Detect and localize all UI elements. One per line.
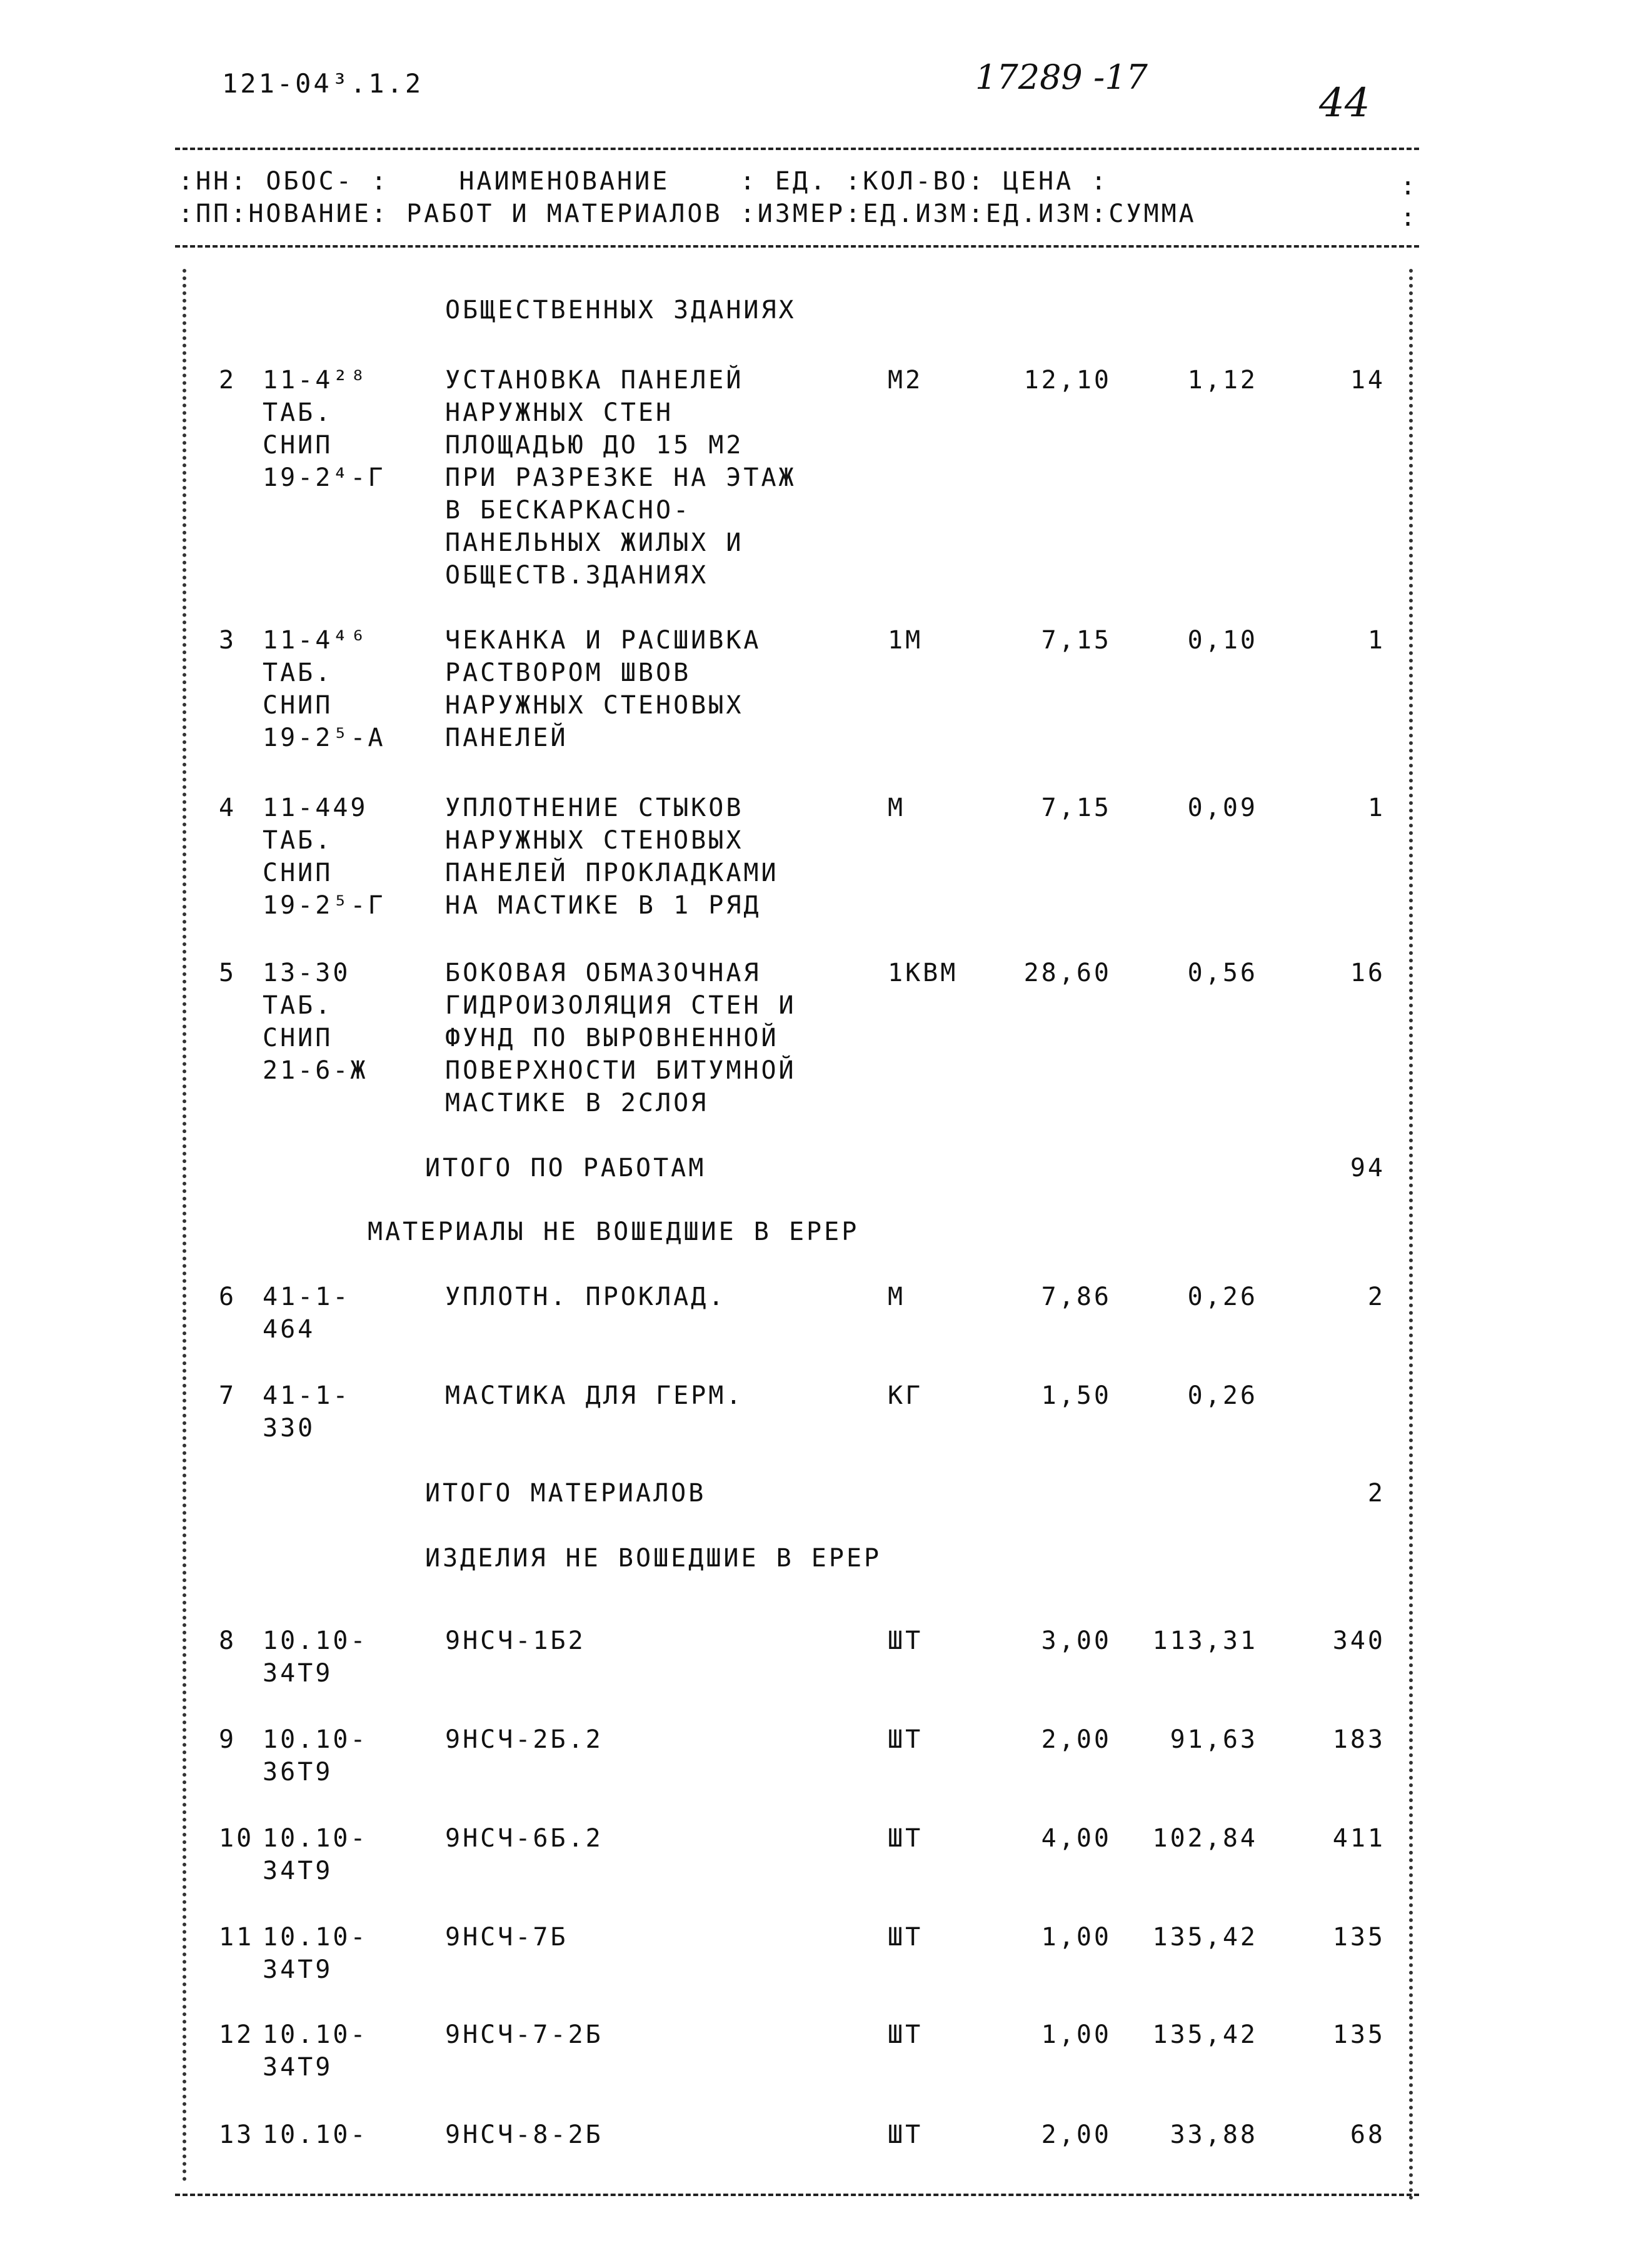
work-name-line: УПЛОТНЕНИЕ СТЫКОВ <box>445 794 744 822</box>
row-sum: 135 <box>1332 2020 1385 2049</box>
work-name-line: НАРУЖНЫХ СТЕН <box>445 398 674 427</box>
row-number: 11 <box>219 1923 254 1952</box>
unit: М <box>888 1283 906 1311</box>
unit-price: 135,42 <box>1152 2020 1258 2049</box>
basis-line: 11-4²⁸ <box>263 366 368 395</box>
quantity: 2,00 <box>1041 1725 1112 1754</box>
table-header-end-1: : <box>1400 172 1418 201</box>
work-name-line: 9НСЧ-7Б <box>445 1923 568 1952</box>
row-sum: 183 <box>1332 1725 1385 1754</box>
unit: ШТ <box>888 2120 923 2149</box>
header-top-rule <box>175 148 1419 150</box>
basis-line: 11-449 <box>263 794 368 822</box>
row-sum: 1 <box>1367 794 1385 822</box>
total-label: ИТОГО МАТЕРИАЛОВ <box>425 1479 706 1508</box>
work-name-line: 9НСЧ-6Б.2 <box>445 1824 603 1853</box>
unit-price: 0,10 <box>1187 626 1258 655</box>
section-title: ИЗДЕЛИЯ НЕ ВОШЕДШИЕ В ЕРЕР <box>425 1544 882 1573</box>
work-name-line: НАРУЖНЫХ СТЕНОВЫХ <box>445 826 744 855</box>
unit-price: 1,12 <box>1187 366 1258 395</box>
row-sum: 16 <box>1350 959 1385 987</box>
basis-line: 10.10- <box>263 2020 368 2049</box>
basis-line: 36Т9 <box>263 1758 333 1787</box>
work-name-line: ПАНЕЛЕЙ <box>445 723 568 752</box>
basis-line: 10.10- <box>263 1923 368 1952</box>
basis-line: 10.10- <box>263 1824 368 1853</box>
table-header-end-2: : <box>1400 203 1418 232</box>
unit-price: 0,26 <box>1187 1283 1258 1311</box>
work-name-line: ПОВЕРХНОСТИ БИТУМНОЙ <box>445 1056 796 1085</box>
basis-line: 19-2⁴-Г <box>263 463 386 492</box>
basis-line: 330 <box>263 1414 316 1443</box>
basis-line: 13-30 <box>263 959 351 987</box>
unit: 1М <box>888 626 923 655</box>
unit-price: 135,42 <box>1152 1923 1258 1952</box>
work-name-line: УПЛОТН. ПРОКЛАД. <box>445 1283 726 1311</box>
work-name-line: НАРУЖНЫХ СТЕНОВЫХ <box>445 691 744 720</box>
row-number: 9 <box>219 1725 237 1754</box>
quantity: 1,00 <box>1041 1923 1112 1952</box>
work-name-line: ПЛОЩАДЬЮ ДО 15 М2 <box>445 431 744 460</box>
unit-price: 91,63 <box>1170 1725 1258 1754</box>
basis-line: 41-1- <box>263 1283 351 1311</box>
total-label: ИТОГО ПО РАБОТАМ <box>425 1154 706 1182</box>
unit-price: 113,31 <box>1152 1626 1258 1655</box>
quantity: 7,86 <box>1041 1283 1112 1311</box>
work-name-line: ПРИ РАЗРЕЗКЕ НА ЭТАЖ <box>445 463 796 492</box>
work-name-line: ГИДРОИЗОЛЯЦИЯ СТЕН И <box>445 991 796 1020</box>
work-name-line: 9НСЧ-2Б.2 <box>445 1725 603 1754</box>
basis-line: ТАБ. <box>263 658 333 687</box>
table-left-border <box>183 269 186 2182</box>
unit: ШТ <box>888 1725 923 1754</box>
unit-price: 0,09 <box>1187 794 1258 822</box>
basis-line: 34Т9 <box>263 2053 333 2082</box>
row-sum: 1 <box>1367 626 1385 655</box>
quantity: 4,00 <box>1041 1824 1112 1853</box>
row-sum: 135 <box>1332 1923 1385 1952</box>
unit-price: 33,88 <box>1170 2120 1258 2149</box>
row-number: 2 <box>219 366 237 395</box>
unit: М2 <box>888 366 923 395</box>
row-number: 12 <box>219 2020 254 2049</box>
quantity: 28,60 <box>1023 959 1112 987</box>
row-sum: 411 <box>1332 1824 1385 1853</box>
unit-price: 0,26 <box>1187 1381 1258 1410</box>
basis-line: 464 <box>263 1315 316 1344</box>
table-header-line-2: :ПП:НОВАНИЕ: РАБОТ И МАТЕРИАЛОВ :ИЗМЕР:ЕД.ИЗМ:ЕД.ИЗМ:СУММА <box>178 199 1197 228</box>
basis-line: 19-2⁵-А <box>263 723 386 752</box>
unit-price: 0,56 <box>1187 959 1258 987</box>
row-number: 8 <box>219 1626 237 1655</box>
basis-line: 34Т9 <box>263 1955 333 1984</box>
work-name-line: УСТАНОВКА ПАНЕЛЕЙ <box>445 366 744 395</box>
basis-line: 41-1- <box>263 1381 351 1410</box>
basis-line: 21-6-Ж <box>263 1056 368 1085</box>
row-number: 5 <box>219 959 237 987</box>
basis-line: СНИП <box>263 691 333 720</box>
basis-line: СНИП <box>263 431 333 460</box>
row-number: 4 <box>219 794 237 822</box>
quantity: 7,15 <box>1041 626 1112 655</box>
quantity: 1,00 <box>1041 2020 1112 2049</box>
row-number: 6 <box>219 1283 237 1311</box>
basis-line: 10.10- <box>263 1626 368 1655</box>
page-number: 44 <box>1319 80 1370 126</box>
row-sum: 340 <box>1332 1626 1385 1655</box>
basis-line: 10.10- <box>263 2120 368 2149</box>
quantity: 1,50 <box>1041 1381 1112 1410</box>
work-name-line: МАСТИКЕ В 2СЛОЯ <box>445 1089 709 1117</box>
row-sum: 68 <box>1350 2120 1385 2149</box>
work-name-line: 9НСЧ-8-2Б <box>445 2120 603 2149</box>
basis-line: 19-2⁵-Г <box>263 891 386 920</box>
unit: М <box>888 794 906 822</box>
section-title: МАТЕРИАЛЫ НЕ ВОШЕДШИЕ В ЕРЕР <box>368 1217 860 1246</box>
basis-line: 11-4⁴⁶ <box>263 626 368 655</box>
total-sum: 94 <box>1350 1154 1385 1182</box>
table-header-line-1: :НН: ОБОС- : НАИМЕНОВАНИЕ : ЕД. :КОЛ-ВО: ЦЕНА : <box>178 167 1109 196</box>
row-number: 10 <box>219 1824 254 1853</box>
unit: ШТ <box>888 2020 923 2049</box>
quantity: 7,15 <box>1041 794 1112 822</box>
unit-price: 102,84 <box>1152 1824 1258 1853</box>
work-name-line: ПАНЕЛЕЙ ПРОКЛАДКАМИ <box>445 859 779 887</box>
table-right-border <box>1409 269 1413 2201</box>
unit: ШТ <box>888 1923 923 1952</box>
quantity: 12,10 <box>1023 366 1112 395</box>
work-name-line: 9НСЧ-7-2Б <box>445 2020 603 2049</box>
basis-line: ТАБ. <box>263 398 333 427</box>
quantity: 3,00 <box>1041 1626 1112 1655</box>
basis-line: СНИП <box>263 859 333 887</box>
unit: ШТ <box>888 1824 923 1853</box>
table-bottom-rule <box>175 2194 1419 2196</box>
row-number: 13 <box>219 2120 254 2149</box>
unit: ШТ <box>888 1626 923 1655</box>
work-name-line: 9НСЧ-1Б2 <box>445 1626 586 1655</box>
basis-line: ТАБ. <box>263 826 333 855</box>
quantity: 2,00 <box>1041 2120 1112 2149</box>
row-number: 7 <box>219 1381 237 1410</box>
work-name-line: БОКОВАЯ ОБМАЗОЧНАЯ <box>445 959 761 987</box>
work-name-line: ОБЩЕСТВ.ЗДАНИЯХ <box>445 561 709 590</box>
work-name-line: РАСТВОРОМ ШВОВ <box>445 658 691 687</box>
unit: КГ <box>888 1381 923 1410</box>
header-bottom-rule <box>175 245 1419 248</box>
work-name-line: МАСТИКА ДЛЯ ГЕРМ. <box>445 1381 744 1410</box>
row-number: 3 <box>219 626 237 655</box>
work-name-line: В БЕСКАРКАСНО- <box>445 496 691 525</box>
basis-line: 34Т9 <box>263 1659 333 1688</box>
unit: 1КВМ <box>888 959 958 987</box>
basis-line: 34Т9 <box>263 1857 333 1885</box>
document-code: 121-04³.1.2 <box>222 68 424 99</box>
total-sum: 2 <box>1367 1479 1385 1508</box>
basis-line: СНИП <box>263 1024 333 1052</box>
work-name-line: ФУНД ПО ВЫРОВНЕННОЙ <box>445 1024 779 1052</box>
row-sum: 14 <box>1350 366 1385 395</box>
row-sum: 2 <box>1367 1283 1385 1311</box>
section-title: ОБЩЕСТВЕННЫХ ЗДАНИЯХ <box>445 296 796 325</box>
handwritten-reference: 17289 -17 <box>975 58 1148 97</box>
work-name-line: НА МАСТИКЕ В 1 РЯД <box>445 891 761 920</box>
work-name-line: ЧЕКАНКА И РАСШИВКА <box>445 626 761 655</box>
work-name-line: ПАНЕЛЬНЫХ ЖИЛЫХ И <box>445 528 744 557</box>
basis-line: ТАБ. <box>263 991 333 1020</box>
basis-line: 10.10- <box>263 1725 368 1754</box>
